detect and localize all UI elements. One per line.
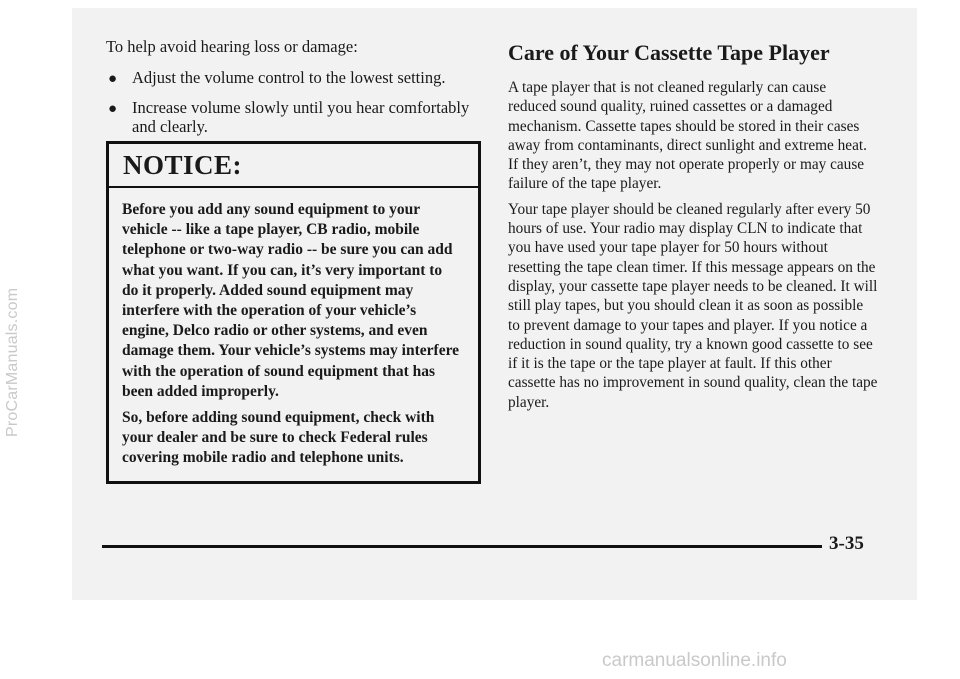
bullet-text: Increase volume slowly until you hear comfortably and clearly. — [132, 97, 470, 136]
bullet-item — [106, 68, 476, 88]
notice-paragraph: Before you add any sound equipment to your vehicle -- like a tape player, CB radio, mobile telephone or two-way radio -- be sure you can add what you want. If you can, it’s very important to do it properly. Added sound equipment may interfere with the operation of your vehicle’s engine, Delco radio or other systems, and even damage them. Your vehicle’s systems may interfere with the operation of sound equipment that has been added improperly. — [122, 201, 460, 400]
bullet-text: Adjust the volume control to the lowest setting. — [132, 68, 446, 87]
side-watermark: ProCarManuals.com — [4, 287, 21, 437]
footer-rule — [102, 545, 822, 548]
bottom-watermark: carmanualsonline.info — [602, 650, 787, 671]
notice-box — [106, 141, 481, 484]
bullet-icon: ● — [108, 100, 118, 117]
notice-title: NOTICE: — [123, 150, 243, 180]
page-number: 3-35 — [829, 533, 864, 554]
hearing-intro-text: To help avoid hearing loss or damage: — [106, 37, 358, 56]
bullet-item — [106, 98, 476, 137]
body-paragraph: Your tape player should be cleaned regularly after every 50 hours of use. Your radio may display CLN to indicate that you have used your tape player for 50 hours without resetting the tape clean timer. If this message appears on the display, your cassette tape player needs to be cleaned. It will still play tapes, but you should clean it as soon as possible to prevent damage to your tapes and player. If you notice a reduction in sound quality, try a known good cassette to see if it is the tape or the tape player at fault. If this other cassette has no improvement in sound quality, clean the tape player. — [508, 200, 878, 411]
section-heading: Care of Your Cassette Tape Player — [508, 40, 830, 65]
notice-header — [109, 144, 478, 188]
cassette-care-section — [508, 40, 878, 418]
body-paragraph: A tape player that is not cleaned regularly can cause reduced sound quality, ruined cassettes or a damaged mechanism. Cassette tapes should be stored in their cases away from contaminants, direct sunlight and extreme heat. If they aren’t, they may not operate properly or may cause failure of the tape player. — [508, 79, 867, 193]
hearing-advice-section — [106, 36, 476, 147]
notice-paragraph: So, before adding sound equipment, check with your dealer and be sure to check Federal rules covering mobile radio and telephone units. — [122, 409, 435, 467]
bullet-icon: ● — [108, 71, 118, 87]
notice-body — [109, 188, 478, 469]
